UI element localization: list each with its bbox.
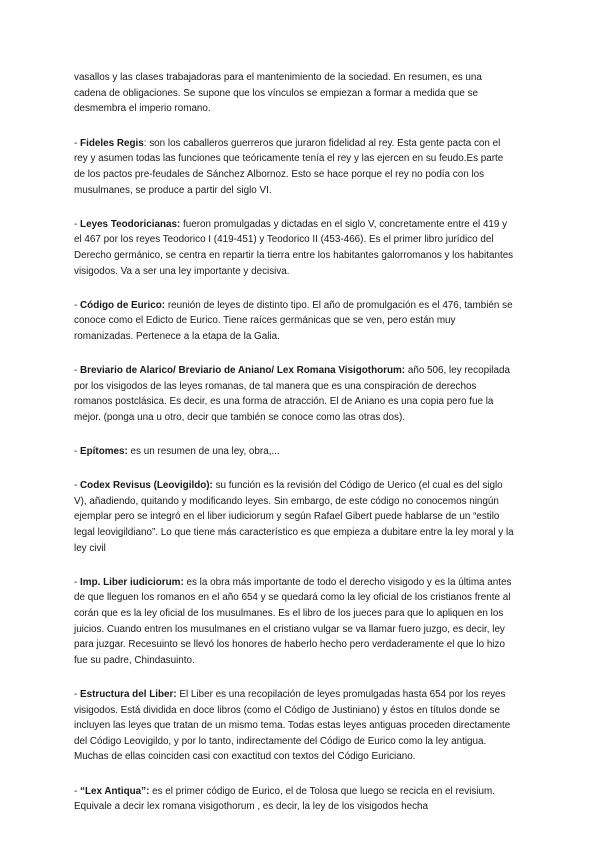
entry-prefix: - xyxy=(74,785,81,797)
entry-term: Breviario de Alarico/ Breviario de Aniano/ Lex Romana Visigothorum: xyxy=(80,365,406,377)
entry-text: fueron promulgadas y dictadas en el siglo V, concretamente entre el 419 y el 467 por los reyes Teodorico I (419-451) y Teodorico II (453-466). Es el primer libro jurídico del Derecho germánico, se centra en repartir la tierra entre los habitantes galorromanos y los habitantes visigodos. Va a ser una ley importante y decisiva. xyxy=(74,218,514,277)
entry-term: “Lex Antiqua”: xyxy=(80,785,150,797)
entry-text: : son los caballeros guerreros que juraron fidelidad al rey. Esta gente pacta con el rey y asumen todas las funciones que teóricamente tenía el rey y las ejercen en su feudo.Es parte de los pactos pre-feudales de Sánchez Albornoz. Esto se hace porque el rey no podía con los musulmanes, se produce a partir del siglo VI. xyxy=(74,137,504,196)
entry-codex-revisus xyxy=(74,478,516,556)
entry-prefix: - xyxy=(74,688,81,700)
entry-prefix: - xyxy=(74,218,81,230)
entry-text: año 506, ley recopilada por los visigodos de las leyes romanas, de tal manera que es una conspiración de derechos romanos postclásica. Es decir, es una forma de atracción. El de Aniano es una copia pero fue la mejor. (ponga una u otro, decir que también se conoce como las otras dos). xyxy=(74,365,510,423)
entry-text: es el primer código de Eurico, el de Tolosa que luego se recicla en el revisium. Equivale a decir lex romana visigothorum , es decir, la ley de los visigodos hecha xyxy=(74,785,495,813)
entry-lex-antiqua xyxy=(74,784,516,815)
entry-prefix: - xyxy=(74,365,81,377)
intro-paragraph: vasallos y las clases trabajadoras para el mantenimiento de la sociedad. En resumen, es una cadena de obligaciones. Se supone que los vínculos se empiezan a formar a medida que se desmembra el imperio romano. xyxy=(74,72,482,115)
entry-prefix: - xyxy=(74,137,81,149)
entry-term: Imp. Liber iudiciorum: xyxy=(80,576,184,588)
entry-text: su función es la revisión del Código de Uerico (el cual es del siglo V), añadiendo, quitando y modificando leyes. Sin embargo, de este código no conocemos ningún ejemplar pero se integró en el liber iudiciorum y según Rafael Gibert puede hablarse de un “estilo legal leovigildiano”. Lo que tiene más característico es que empieza a dubitare entre la ley moral y la ley civil xyxy=(74,480,514,554)
entry-breviario-alarico xyxy=(74,363,516,425)
entry-prefix: - xyxy=(74,576,81,588)
entry-text: es un resumen de una ley, obra,... xyxy=(127,446,280,458)
entry-term: Codex Revisus (Leovigildo): xyxy=(80,480,213,492)
entry-codigo-eurico xyxy=(74,298,516,345)
entry-term: Código de Eurico: xyxy=(80,299,166,311)
entry-fideles-regis xyxy=(74,136,516,198)
entry-prefix: - xyxy=(74,446,81,458)
entry-term: Epítomes: xyxy=(80,446,128,458)
entry-text: reunión de leyes de distinto tipo. El año de promulgación es el 476, también se conoce como el Edicto de Eurico. Tiene raíces germánicas que se ven, pero están muy romanizadas. Pertenece a la etapa de la Galia. xyxy=(74,299,513,342)
entry-estructura-liber xyxy=(74,687,516,765)
entry-text: es la obra más importante de todo el derecho visigodo y es la última antes de que lleguen los romanos en el año 654 y se quedará como la ley oficial de los cristianos frente al corán que es la ley oficial de los musulmanes. Es el libro de los jueces para que lo apliquen en los juicios. Cuando entren los musulmanes en el cristiano vulgar se va llamar fuero juzgo, es decir, ley para juzgar. Recesuinto se llevó los honores de haberlo hecho pero verdaderamente el que lo hizo fue su padre, Chindasuinto. xyxy=(74,576,512,666)
entry-prefix: - xyxy=(74,480,81,492)
entry-epitomes xyxy=(74,444,516,460)
entry-leyes-teodoricianas xyxy=(74,217,516,279)
entry-term: Estructura del Liber: xyxy=(80,688,177,700)
entry-text: El Liber es una recopilación de leyes promulgadas hasta 654 por los reyes visigodos. Está dividida en doce libros (como el Código de Justiniano) y éstos en títulos donde se incluyen las leyes que tratan de un mismo tema. Todas estas leyes antiguas proceden directamente del Código Leovigildo, y por lo tanto, indirectamente del Código de Eurico como la ley antigua. Muchas de ellas coinciden casi con exactitud con textos del Código Euriciano. xyxy=(74,688,511,763)
entry-liber-iudiciorum xyxy=(74,575,516,669)
entry-term: Leyes Teodoricianas: xyxy=(80,218,181,230)
entry-term: Fideles Regis xyxy=(80,137,144,149)
entry-prefix: - xyxy=(74,299,81,311)
